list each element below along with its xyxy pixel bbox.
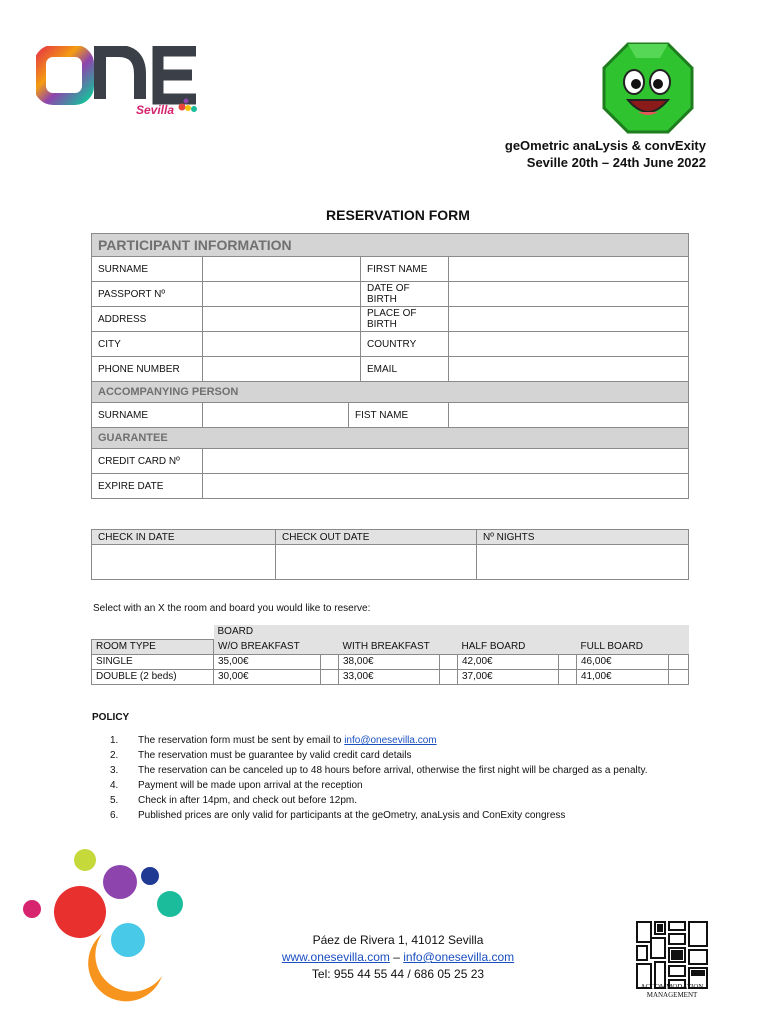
policy-item: 6. Published prices are only valid for participants at the geOmetry, anaLysis and ConExity congress bbox=[110, 810, 566, 821]
policy-text: Payment will be made upon arrival at the reception bbox=[138, 780, 363, 791]
policy-item: 3. The reservation can be canceled up to 48 hours before arrival, otherwise the first night will be charged as a penalty. bbox=[110, 765, 648, 776]
policy-email-link[interactable]: info@onesevilla.com bbox=[344, 735, 437, 746]
svg-text:Sevilla: Sevilla bbox=[136, 103, 175, 117]
guarantee-header: GUARANTEE bbox=[92, 428, 689, 449]
first-name-label: FIRST NAME bbox=[361, 257, 449, 282]
country-field[interactable] bbox=[449, 332, 689, 357]
check-in-field[interactable] bbox=[92, 545, 276, 580]
select-box[interactable] bbox=[321, 655, 339, 670]
price-cell: 38,00€ bbox=[339, 655, 440, 670]
check-out-label: CHECK OUT DATE bbox=[276, 530, 477, 545]
address-label: ADDRESS bbox=[92, 307, 203, 332]
website-link[interactable]: www.onesevilla.com bbox=[281, 950, 390, 964]
policy-text: Check in after 14pm, and check out before 12pm. bbox=[138, 795, 358, 806]
event-title: geOmetric anaLysis & convExity bbox=[504, 138, 706, 153]
price-cell: 42,00€ bbox=[458, 655, 559, 670]
credit-card-field[interactable] bbox=[203, 449, 689, 474]
acc-surname-field[interactable] bbox=[203, 403, 349, 428]
nights-field[interactable] bbox=[477, 545, 689, 580]
board-wo-breakfast: W/O BREAKFAST bbox=[214, 640, 339, 655]
select-box[interactable] bbox=[559, 655, 577, 670]
email-field[interactable] bbox=[449, 357, 689, 382]
policy-text: The reservation can be canceled up to 48 hours before arrival, otherwise the first night will be charged as a penalty. bbox=[138, 765, 648, 776]
expire-date-field[interactable] bbox=[203, 474, 689, 499]
policy-item: 4. Payment will be made upon arrival at the reception bbox=[110, 780, 363, 791]
event-dates: Seville 20th – 24th June 2022 bbox=[526, 155, 706, 170]
policy-item: 1. The reservation form must be sent by email to info@onesevilla.com bbox=[110, 735, 437, 746]
country-label: COUNTRY bbox=[361, 332, 449, 357]
price-cell: 35,00€ bbox=[214, 655, 321, 670]
policy-title: POLICY bbox=[92, 712, 130, 723]
check-out-field[interactable] bbox=[276, 545, 477, 580]
footer-address bbox=[230, 932, 566, 983]
first-name-field[interactable] bbox=[449, 257, 689, 282]
event-header bbox=[505, 137, 706, 171]
policy-item: 2. The reservation must be guarantee by valid credit card details bbox=[110, 750, 412, 761]
dates-table bbox=[91, 529, 689, 580]
address-line: Páez de Rivera 1, 41012 Sevilla bbox=[312, 933, 484, 947]
room-row-double bbox=[92, 670, 689, 685]
select-box[interactable] bbox=[321, 670, 339, 685]
city-label: CITY bbox=[92, 332, 203, 357]
passport-label: PASSPORT Nº bbox=[92, 282, 203, 307]
date-of-birth-label: DATE OF BIRTH bbox=[361, 282, 449, 307]
participant-header: PARTICIPANT INFORMATION bbox=[92, 234, 689, 257]
expire-date-label: EXPIRE DATE bbox=[92, 474, 203, 499]
select-instruction: Select with an X the room and board you would like to reserve: bbox=[93, 603, 371, 614]
decorative-dots-icon bbox=[20, 846, 200, 1006]
policy-text: The reservation form must be sent by email to bbox=[138, 735, 345, 746]
room-double-label: DOUBLE (2 beds) bbox=[92, 670, 214, 685]
price-cell: 33,00€ bbox=[339, 670, 440, 685]
place-of-birth-field[interactable] bbox=[449, 307, 689, 332]
price-cell: 41,00€ bbox=[577, 670, 669, 685]
policy-item: 5. Check in after 14pm, and check out before 12pm. bbox=[110, 795, 358, 806]
footer-email-link[interactable]: info@onesevilla.com bbox=[403, 950, 515, 964]
room-row-single bbox=[92, 655, 689, 670]
board-full: FULL BOARD bbox=[577, 640, 689, 655]
price-cell: 30,00€ bbox=[214, 670, 321, 685]
select-box[interactable] bbox=[669, 655, 689, 670]
date-of-birth-field[interactable] bbox=[449, 282, 689, 307]
phone-label: PHONE NUMBER bbox=[92, 357, 203, 382]
room-single-label: SINGLE bbox=[92, 655, 214, 670]
acc-first-name-label: FIST NAME bbox=[349, 403, 449, 428]
room-type-label: ROOM TYPE bbox=[92, 640, 214, 655]
form-title: RESERVATION FORM bbox=[326, 207, 470, 223]
accompanying-header: ACCOMPANYING PERSON bbox=[92, 382, 689, 403]
policy-text: Published prices are only valid for participants at the geOmetry, anaLysis and ConExity congress bbox=[138, 810, 566, 821]
phone-line: Tel: 955 44 55 44 / 686 05 25 23 bbox=[311, 967, 485, 981]
separator: – bbox=[389, 950, 404, 964]
nights-label: Nº NIGHTS bbox=[477, 530, 689, 545]
select-box[interactable] bbox=[669, 670, 689, 685]
policy-list bbox=[110, 733, 710, 823]
price-cell: 37,00€ bbox=[458, 670, 559, 685]
contact-line bbox=[230, 949, 566, 966]
select-box[interactable] bbox=[440, 670, 458, 685]
acc-first-name-field[interactable] bbox=[449, 403, 689, 428]
check-in-label: CHECK IN DATE bbox=[92, 530, 276, 545]
surname-field[interactable] bbox=[203, 257, 361, 282]
place-of-birth-label: PLACE OF BIRTH bbox=[361, 307, 449, 332]
one-sevilla-logo bbox=[36, 46, 211, 118]
city-field[interactable] bbox=[203, 332, 361, 357]
policy-text: The reservation must be guarantee by valid credit card details bbox=[138, 750, 412, 761]
phone-field[interactable] bbox=[203, 357, 361, 382]
surname-label: SURNAME bbox=[92, 257, 203, 282]
mascot-icon bbox=[598, 38, 698, 138]
board-with-breakfast: WITH BREAKFAST bbox=[339, 640, 458, 655]
board-label: BOARD bbox=[214, 625, 689, 640]
address-field[interactable] bbox=[203, 307, 361, 332]
acc-surname-label: SURNAME bbox=[92, 403, 203, 428]
select-box[interactable] bbox=[559, 670, 577, 685]
room-board-table bbox=[91, 625, 689, 685]
price-cell: 46,00€ bbox=[577, 655, 669, 670]
email-label: EMAIL bbox=[361, 357, 449, 382]
participant-table bbox=[91, 233, 689, 499]
passport-field[interactable] bbox=[203, 282, 361, 307]
board-half: HALF BOARD bbox=[458, 640, 577, 655]
select-box[interactable] bbox=[440, 655, 458, 670]
accommodation-caption: ACCOMMODATION MANAGEMENT bbox=[640, 983, 704, 999]
credit-card-label: CREDIT CARD Nº bbox=[92, 449, 203, 474]
